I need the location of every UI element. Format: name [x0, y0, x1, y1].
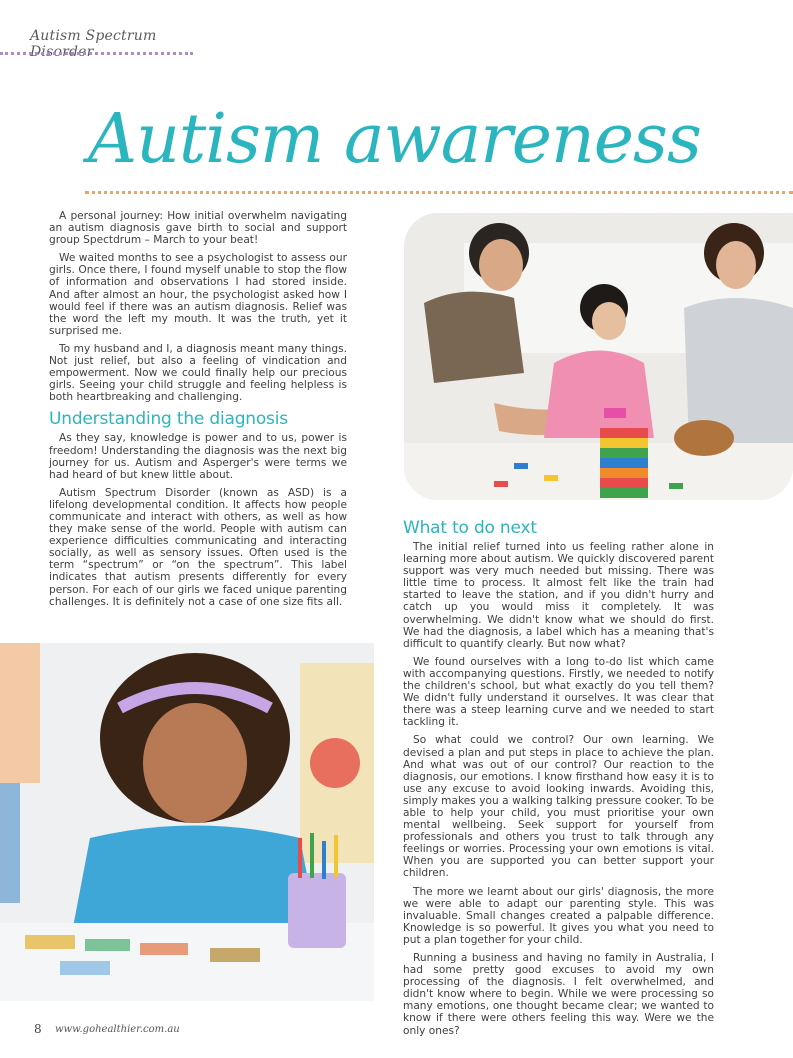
- body-paragraph: So what could we control? Our own learning. We devised a plan and put steps in place to achieve the plan. And what was out of our control? Our reaction to the diagnosis, our emotions. I know firsthand how easy it is to use any excuse to avoid looking inwards. Avoiding this, simply makes you a walking talking pressure cooker. To be able to help your child, you must prioritise your own mental wellbeing. Seek support for yourself from professionals and others you trust to talk through any feelings or worries. Processing your own emotions is vital. When you are supported you can better support your children.: [403, 734, 714, 880]
- family-illustration: [404, 213, 793, 500]
- header-dotted-rule: [0, 52, 193, 55]
- body-paragraph: We found ourselves with a long to-do list which came with accompanying questions. Firstly, we needed to notify the children's school, but what exactly do you tell them? We didn't fully understand it ourselves. It was clear that there was a steep learning curve and we needed to start tackling it.: [403, 655, 714, 729]
- body-paragraph: To my husband and I, a diagnosis meant many things. Not just relief, but also a feeling of vindication and empowerment. Now we could finally help our precious girls. Seeing your child struggle and feeling helpless is both heartbreaking and challenging.: [49, 342, 347, 404]
- body-paragraph: As they say, knowledge is power and to us, power is freedom! Understanding the diagnosis was the next big journey for us. Autism and Asperger's were terms we had heard of but knew little about.: [49, 432, 347, 481]
- girl-illustration: [0, 643, 374, 1001]
- article-title: Autism awareness: [88, 100, 701, 179]
- section-label: Autism Spectrum Disorder: [30, 28, 157, 60]
- title-dotted-rule: [85, 191, 793, 194]
- intro-paragraph: A personal journey: How initial overwhelm navigating an autism diagnosis gave birth to social and support group Spectdrum – March to your beat!: [49, 210, 347, 247]
- body-paragraph: Running a business and having no family in Australia, I had some pretty good excuses to avoid my own processing of the diagnosis. I felt overwhelmed, and didn't know where to begin. While we were processing so many emotions, one thought became clear; we wanted to know if there were others feeling this way. Were we the only ones?: [403, 952, 714, 1037]
- body-paragraph: The initial relief turned into us feeling rather alone in learning more about autism. We quickly discovered parent support was very much needed but missing. There was little time to process. It almost felt like the train had started to leave the station, and if you didn't hurry and catch up you would miss it completely. It was overwhelming. We didn't know what we should do first. We had the diagnosis, a label which has a meaning that's difficult to quantify clearly. But now what?: [403, 541, 714, 650]
- page-number: 8: [34, 1022, 42, 1036]
- family-photo: [404, 213, 793, 500]
- footer-url: www.gohealthier.com.au: [55, 1024, 180, 1035]
- body-paragraph: Autism Spectrum Disorder (known as ASD) is a lifelong developmental condition. It affects how people communicate and interact with others, as well as how they make sense of the world. People with autism can experience difficulties communicating and interacting socially, as well as sensory issues. Often used is the term “spectrum” or “on the spectrum”. This label indicates that autism presents differently for every person. For each of our girls we faced unique parenting challenges. It is definitely not a case of one size fits all.: [49, 486, 347, 608]
- section-heading-what-next: What to do next: [403, 518, 537, 538]
- body-paragraph: We waited months to see a psychologist to assess our girls. Once there, I found myself unable to stop the flow of information and observations I had stored inside. And after almost an hour, the psychologist asked how I would feel if there was an autism diagnosis. Relief was the word the left my mouth. It was the truth, yet it surprised me.: [49, 252, 347, 337]
- right-column: [403, 514, 714, 1043]
- girl-photo: [0, 643, 374, 1001]
- body-paragraph: The more we learnt about our girls' diagnosis, the more we were able to adapt our parenting style. This was invaluable. Small changes created a palpable difference. Knowledge is so powerful. It gives you what you need to put a plan together for your child.: [403, 885, 714, 946]
- left-column: [49, 210, 347, 614]
- section-heading-understanding: Understanding the diagnosis: [49, 409, 288, 430]
